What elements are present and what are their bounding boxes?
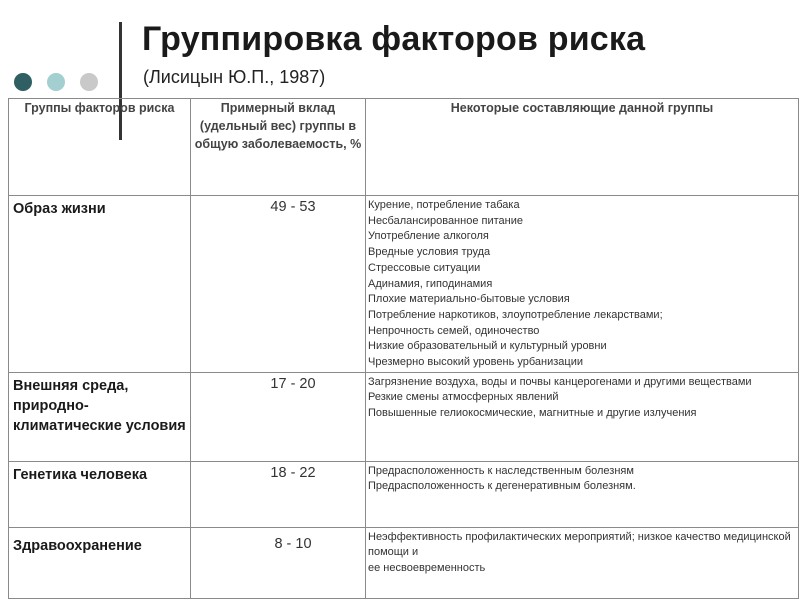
row-share-value: 18 - 22 xyxy=(270,464,316,481)
row-group-name: Образ жизни xyxy=(9,196,191,373)
column-header-groups: Группы факторов риска xyxy=(9,99,191,196)
component-item: ее несвоевременность xyxy=(368,562,486,575)
row-share-cell xyxy=(191,196,366,373)
component-item: Неэффективность профилактических мероприятий; низкое качество медицинской помощи и xyxy=(368,530,791,559)
component-item: Загрязнение воздуха, воды и почвы канцерогенами и другими веществами xyxy=(368,375,752,388)
component-item: Адинамия, гиподинамия xyxy=(368,277,493,290)
component-item: Потребление наркотиков, злоупотребление лекарствами; xyxy=(368,308,663,321)
row-share-value: 49 - 53 xyxy=(270,199,316,215)
row-components xyxy=(366,372,799,461)
component-item: Курение, потребление табака xyxy=(368,199,520,211)
decor-dot-teal xyxy=(47,73,65,91)
decor-dot-gray xyxy=(80,73,98,91)
risk-factors-table xyxy=(8,98,799,599)
row-share-value: 17 - 20 xyxy=(270,375,316,392)
row-group-name: Генетика человека xyxy=(9,461,191,527)
component-item: Плохие материально-бытовые условия xyxy=(368,293,570,306)
row-components xyxy=(366,461,799,527)
component-item: Предрасположенность к дегенеративным болезням. xyxy=(368,480,636,493)
page-subtitle: (Лисицын Ю.П., 1987) xyxy=(143,67,326,87)
row-share-cell xyxy=(191,527,366,598)
row-group-name: Внешняя среда, природно-климатические условия xyxy=(9,372,191,461)
component-item: Непрочность семей, одиночество xyxy=(368,324,540,337)
decor-dots xyxy=(14,73,98,91)
page-title: Группировка факторов риска xyxy=(142,20,646,58)
component-item: Резкие смены атмосферных явлений xyxy=(368,391,559,404)
table-row xyxy=(9,372,799,461)
row-share-value: 8 - 10 xyxy=(274,535,312,552)
table-row xyxy=(9,196,799,373)
row-components xyxy=(366,196,799,373)
column-header-share: Примерный вклад (удельный вес) группы в общую заболеваемость, % xyxy=(191,99,366,196)
table-row xyxy=(9,461,799,527)
column-header-components: Некоторые составляющие данной группы xyxy=(366,99,799,196)
table-header-row xyxy=(9,99,799,196)
component-item: Употребление алкоголя xyxy=(368,230,489,243)
decor-dot-dark xyxy=(14,73,32,91)
component-item: Низкие образовательный и культурный уровни xyxy=(368,340,607,353)
table-row xyxy=(9,527,799,598)
component-item: Вредные условия труда xyxy=(368,246,491,259)
component-item: Повышенные гелиокосмические, магнитные и другие излучения xyxy=(368,407,697,420)
row-share-cell xyxy=(191,372,366,461)
component-item: Несбалансированное питание xyxy=(368,214,523,227)
row-components xyxy=(366,527,799,598)
row-share-cell xyxy=(191,461,366,527)
row-group-name: Здравоохранение xyxy=(9,527,191,598)
component-item: Стрессовые ситуации xyxy=(368,261,481,274)
component-item: Предрасположенность к наследственным болезням xyxy=(368,464,634,477)
component-item: Чрезмерно высокий уровень урбанизации xyxy=(368,356,584,369)
